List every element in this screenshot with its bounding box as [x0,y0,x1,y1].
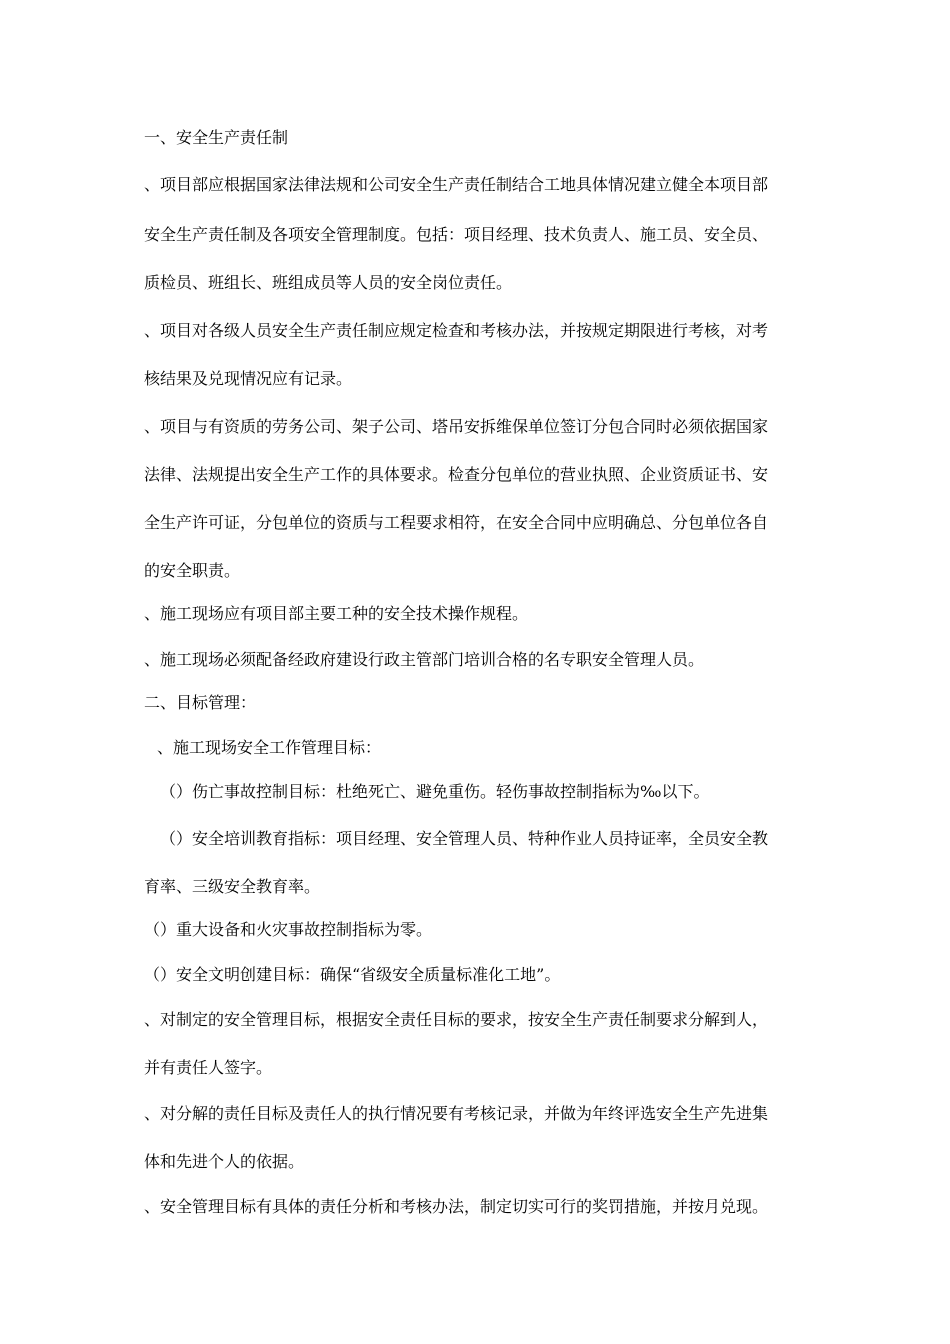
list-item: 、施工现场安全工作管理目标： [157,738,382,757]
paragraph-line: 并有责任人签字。 [144,1058,273,1077]
paragraph-line: 法律、法规提出安全生产工作的具体要求。检查分包单位的营业执照、企业资质证书、安 [144,465,769,484]
paragraph-line: 、安全管理目标有具体的责任分析和考核办法，制定切实可行的奖罚措施，并按月兑现。 [144,1197,769,1216]
paragraph-line: 、对制定的安全管理目标，根据安全责任目标的要求，按安全生产责任制要求分解到人， [144,1010,769,1029]
paragraph-line: 质检员、班组长、班组成员等人员的安全岗位责任。 [144,273,513,292]
section-heading-1: 一、安全生产责任制 [144,128,289,147]
paragraph-line: 全生产许可证，分包单位的资质与工程要求相符，在安全合同中应明确总、分包单位各自 [144,513,769,532]
paragraph-line: 、施工现场必须配备经政府建设行政主管部门培训合格的名专职安全管理人员。 [144,650,705,669]
paragraph-line: 体和先进个人的依据。 [144,1152,305,1171]
paragraph-line: 育率、三级安全教育率。 [144,877,321,896]
paragraph-line: 、施工现场应有项目部主要工种的安全技术操作规程。 [144,604,529,623]
paragraph-line: 、对分解的责任目标及责任人的执行情况要有考核记录，并做为年终评选安全生产先进集 [144,1104,769,1123]
list-item: （）安全培训教育指标：项目经理、安全管理人员、特种作业人员持证率，全员安全教 [160,829,769,848]
paragraph-line: 、项目与有资质的劳务公司、架子公司、塔吊安拆维保单位签订分包合同时必须依据国家 [144,417,769,436]
paragraph-line: 的安全职责。 [144,561,241,580]
list-item: （）伤亡事故控制目标：杜绝死亡、避免重伤。轻伤事故控制指标为‰以下。 [160,782,710,801]
paragraph-line: 核结果及兑现情况应有记录。 [144,369,353,388]
section-heading-2: 二、目标管理： [144,693,257,712]
paragraph-line: 安全生产责任制及各项安全管理制度。包括：项目经理、技术负责人、施工员、安全员、 [144,225,769,244]
list-item: （）重大设备和火灾事故控制指标为零。 [144,920,433,939]
paragraph-line: 、项目对各级人员安全生产责任制应规定检查和考核办法，并按规定期限进行考核，对考 [144,321,769,340]
list-item: （）安全文明创建目标：确保“省级安全质量标准化工地”。 [144,965,561,984]
paragraph-line: 、项目部应根据国家法律法规和公司安全生产责任制结合工地具体情况建立健全本项目部 [144,175,769,194]
